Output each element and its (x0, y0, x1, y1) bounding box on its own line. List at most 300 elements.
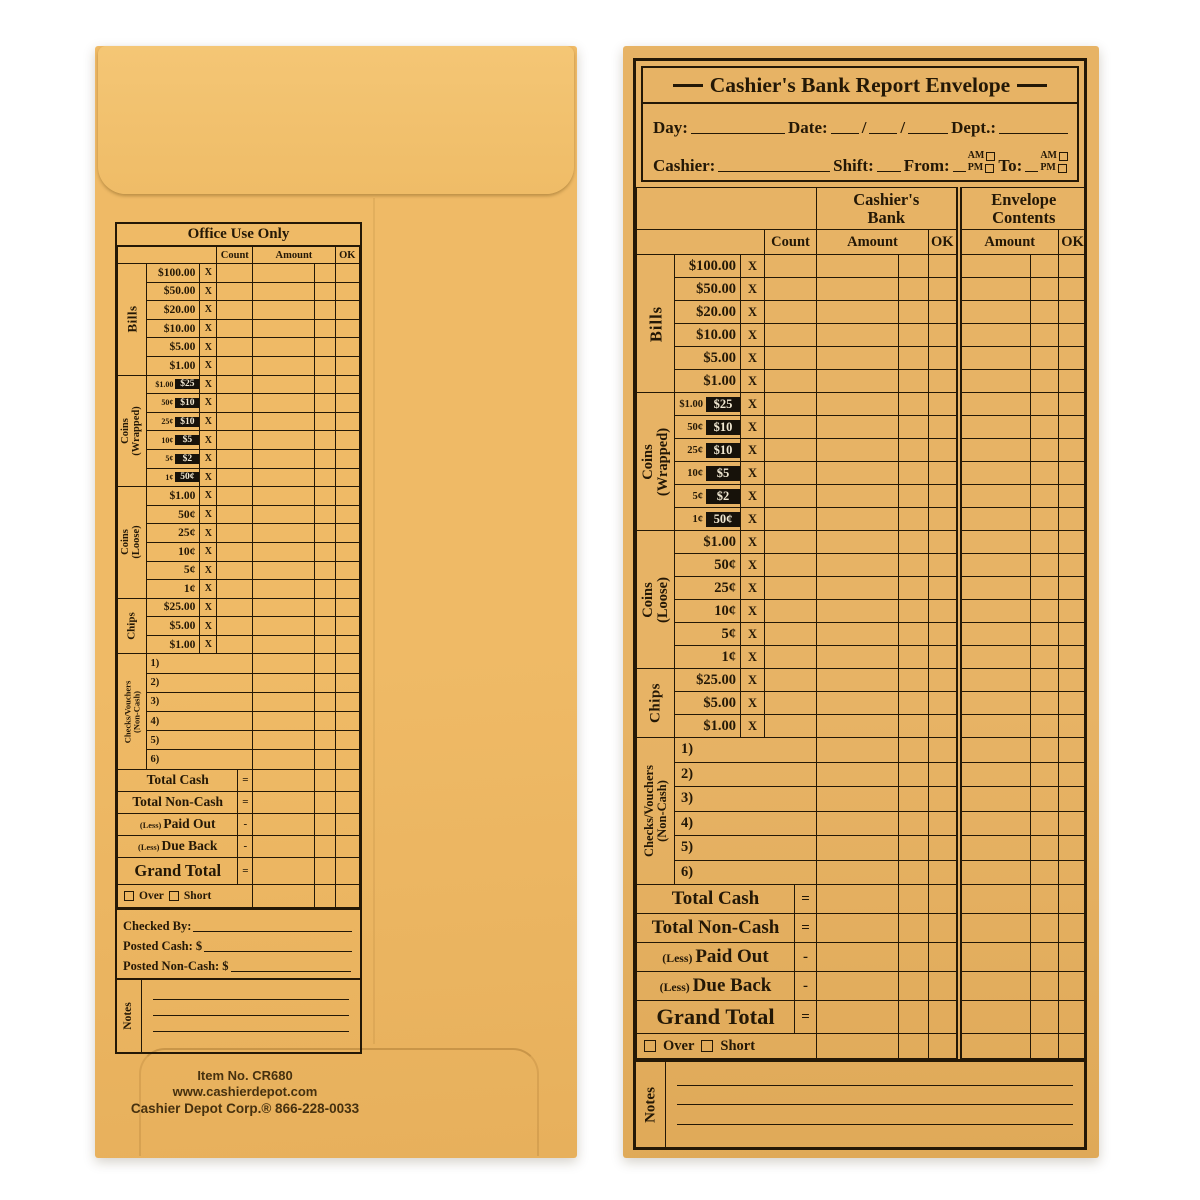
ok-entry-cell (335, 635, 359, 654)
amount-entry-cell (959, 885, 1031, 914)
total-label-text: Grand Total (656, 1004, 775, 1029)
section-label-text (641, 427, 671, 495)
grid-row (118, 247, 360, 264)
office-use-title: Office Use Only (117, 224, 360, 246)
amount-entry-cell (959, 485, 1031, 508)
grid-row (637, 255, 1087, 278)
amount-entry-cell (959, 646, 1031, 669)
notes-lines (142, 980, 360, 1052)
cents-entry-cell (899, 347, 929, 370)
amount-entry-cell (253, 692, 314, 711)
ok-entry-cell (335, 654, 359, 673)
ok-entry-cell (929, 508, 959, 531)
grid-row (118, 673, 360, 692)
cents-entry-cell (899, 787, 929, 812)
ok-entry-cell (1059, 692, 1087, 715)
denomination: 50¢ (146, 505, 200, 524)
ok-entry-cell (1059, 439, 1087, 462)
over-checkbox (644, 1040, 656, 1052)
roll-value-badge: $10 (706, 443, 740, 458)
ok-entry-cell (335, 449, 359, 468)
group-header-line: Envelope (991, 190, 1057, 210)
wrapped-denom (675, 397, 740, 412)
ok-header: OK (335, 247, 359, 264)
amount-entry-cell (253, 301, 314, 320)
amount-entry-cell (253, 750, 314, 769)
ok-entry-cell (335, 617, 359, 636)
amount-entry-cell (817, 692, 899, 715)
multiplier: X (741, 301, 765, 324)
ok-entry-cell (1059, 485, 1087, 508)
grid-row (118, 542, 360, 561)
cents-entry-cell (1031, 347, 1059, 370)
count-entry-cell (765, 278, 817, 301)
count-entry-cell (765, 301, 817, 324)
section-label-line: (Wrapped) (654, 427, 671, 496)
amount-entry-cell (959, 811, 1031, 836)
notes-line (153, 1015, 349, 1016)
to-label: To: (998, 156, 1023, 175)
cents-entry-cell (1031, 860, 1059, 885)
multiplier: X (741, 416, 765, 439)
cents-entry-cell (314, 338, 335, 357)
cents-entry-cell (899, 531, 929, 554)
ok-entry-cell (1059, 531, 1087, 554)
section-label-text (126, 612, 137, 640)
cents-entry-cell (1031, 278, 1059, 301)
amount-entry-cell (253, 524, 314, 543)
ok-entry-cell (335, 835, 359, 857)
cents-entry-cell (899, 836, 929, 861)
date-line (831, 132, 859, 134)
multiplier: X (741, 600, 765, 623)
grid-row (118, 835, 360, 857)
ok-entry-cell (929, 462, 959, 485)
denomination-label: 1¢ (165, 472, 174, 482)
ok-entry-cell (929, 972, 959, 1001)
total-label (118, 857, 238, 884)
operator-sign: - (795, 943, 817, 972)
ok-entry-cell (929, 885, 959, 914)
denomination-label: 50¢ (161, 398, 174, 408)
cents-entry-cell (1031, 1034, 1059, 1059)
grid-row (637, 439, 1087, 462)
cents-entry-cell (899, 1034, 929, 1059)
ok-entry-cell (1059, 324, 1087, 347)
to-line (1025, 170, 1038, 172)
cents-entry-cell (899, 738, 929, 763)
denomination (675, 485, 741, 508)
amount-entry-cell (959, 278, 1031, 301)
over-short-cell (637, 1034, 817, 1059)
ok-entry-cell (1059, 393, 1087, 416)
ok-entry-cell (1059, 370, 1087, 393)
roll-value-badge: $5 (706, 466, 740, 481)
ok-entry-cell (335, 394, 359, 413)
ok-entry-cell (929, 1034, 959, 1059)
total-label-text: Due Back (692, 975, 772, 996)
less-label: (Less) (139, 821, 164, 831)
amount-entry-cell (959, 692, 1031, 715)
roll-value-badge: 50¢ (706, 512, 740, 527)
cents-entry-cell (899, 885, 929, 914)
ok-entry-cell (929, 416, 959, 439)
grid-row (118, 791, 360, 813)
office-use-form (115, 222, 362, 1054)
cents-entry-cell (1031, 885, 1059, 914)
amount-entry-cell (253, 282, 314, 301)
cents-entry-cell (314, 319, 335, 338)
total-label-text: Total Non-Cash (132, 794, 224, 810)
section-label-coins-wrapped (118, 375, 147, 487)
section-label-text (647, 305, 664, 341)
cents-entry-cell (899, 1001, 929, 1034)
section-label-line: (Loose) (654, 576, 671, 623)
section-label-coins-loose (118, 487, 147, 599)
website: www.cashierdepot.com (172, 1084, 318, 1100)
total-label-text: Paid Out (163, 816, 216, 832)
cents-entry-cell (314, 692, 335, 711)
cents-entry-cell (1031, 646, 1059, 669)
amount-header: Amount (959, 230, 1059, 255)
multiplier: X (741, 577, 765, 600)
operator-sign: = (795, 1001, 817, 1034)
wrapped-denom (675, 512, 740, 527)
amount-entry-cell (253, 884, 314, 907)
amount-entry-cell (817, 1034, 899, 1059)
count-entry-cell (765, 324, 817, 347)
total-label (118, 813, 238, 835)
multiplier: X (200, 487, 217, 506)
ok-entry-cell (1059, 347, 1087, 370)
ok-entry-cell (335, 264, 359, 283)
ok-entry-cell (335, 356, 359, 375)
count-entry-cell (217, 524, 253, 543)
ok-entry-cell (335, 301, 359, 320)
section-label-line: Coins (639, 581, 656, 618)
amount-entry-cell (253, 542, 314, 561)
ok-entry-cell (1059, 914, 1087, 943)
wrapped-denom (147, 454, 200, 464)
less-label: (Less) (659, 981, 693, 994)
grid-row (118, 338, 360, 357)
corner-cell (637, 188, 817, 230)
cents-entry-cell (899, 485, 929, 508)
denomination-label: $1.00 (155, 379, 174, 389)
ok-entry-cell (929, 577, 959, 600)
cents-entry-cell (314, 524, 335, 543)
cents-entry-cell (899, 439, 929, 462)
amount-entry-cell (253, 617, 314, 636)
notes-label-cell (117, 980, 142, 1052)
count-entry-cell (217, 580, 253, 599)
operator-sign: = (795, 885, 817, 914)
ok-entry-cell (335, 731, 359, 750)
am-label: AM (1040, 150, 1057, 161)
grid-row (118, 505, 360, 524)
operator-sign: = (238, 857, 253, 884)
amount-entry-cell (959, 836, 1031, 861)
count-entry-cell (217, 617, 253, 636)
multiplier: X (200, 264, 217, 283)
amount-entry-cell (253, 673, 314, 692)
notes-lines (666, 1062, 1084, 1147)
count-entry-cell (765, 485, 817, 508)
ok-entry-cell (929, 278, 959, 301)
notes-section (117, 978, 360, 1052)
grid-row (637, 600, 1087, 623)
amount-entry-cell (817, 811, 899, 836)
amount-entry-cell (959, 600, 1031, 623)
denomination: $50.00 (675, 278, 741, 301)
amount-entry-cell (253, 835, 314, 857)
amount-entry-cell (253, 468, 314, 487)
count-header: Count (765, 230, 817, 255)
ok-entry-cell (1059, 972, 1087, 1001)
cents-entry-cell (899, 623, 929, 646)
amount-entry-cell (253, 319, 314, 338)
section-label-text (121, 406, 143, 455)
group-header-line: Bank (867, 207, 906, 227)
operator-sign: = (238, 769, 253, 791)
ok-entry-cell (929, 836, 959, 861)
denomination: $20.00 (675, 301, 741, 324)
amount-entry-cell (253, 356, 314, 375)
cents-entry-cell (899, 692, 929, 715)
amount-entry-cell (817, 885, 899, 914)
roll-value-badge: 50¢ (175, 472, 199, 482)
grid-row (118, 769, 360, 791)
count-header: Count (217, 247, 253, 264)
ok-entry-cell (929, 347, 959, 370)
multiplier: X (200, 319, 217, 338)
amount-entry-cell (959, 255, 1031, 278)
cents-entry-cell (1031, 485, 1059, 508)
grid-row (637, 972, 1087, 1001)
operator-sign: - (795, 972, 817, 1001)
wrapped-denom (147, 398, 200, 408)
grid-row (118, 301, 360, 320)
multiplier: X (741, 623, 765, 646)
total-label (118, 835, 238, 857)
total-label-text: Due Back (161, 838, 218, 854)
denomination-label: 5¢ (165, 454, 174, 464)
total-label-text: Grand Total (134, 860, 222, 880)
ok-entry-cell (929, 301, 959, 324)
notes-label: Notes (641, 1086, 658, 1123)
grid-row (118, 431, 360, 450)
operator-sign: = (238, 791, 253, 813)
grid-row (637, 531, 1087, 554)
multiplier: X (741, 255, 765, 278)
over-label: Over (139, 889, 164, 902)
section-label-line: Checks/Vouchers (641, 765, 656, 857)
amount-entry-cell (817, 439, 899, 462)
multiplier: X (200, 542, 217, 561)
corner-cell (118, 247, 217, 264)
roll-value-badge: $2 (175, 454, 199, 464)
multiplier: X (741, 531, 765, 554)
cents-entry-cell (314, 431, 335, 450)
cents-entry-cell (899, 370, 929, 393)
grid-row (637, 188, 1087, 230)
cents-entry-cell (1031, 416, 1059, 439)
check-line: 3) (146, 692, 253, 711)
checked-by-line (193, 930, 352, 932)
grid-row (637, 577, 1087, 600)
amount-entry-cell (253, 394, 314, 413)
ok-entry-cell (929, 943, 959, 972)
count-entry-cell (765, 255, 817, 278)
posted-cash-label: Posted Cash: $ (123, 939, 203, 954)
count-entry-cell (765, 416, 817, 439)
check-line: 6) (146, 750, 253, 769)
cents-entry-cell (314, 673, 335, 692)
section-label-text (643, 765, 669, 857)
cents-entry-cell (1031, 715, 1059, 738)
denomination (146, 449, 200, 468)
cents-entry-cell (314, 375, 335, 394)
denomination (146, 431, 200, 450)
grid-row (637, 370, 1087, 393)
section-label-chips (118, 598, 147, 654)
section-label-text (641, 577, 671, 623)
notes-section (636, 1059, 1084, 1147)
roll-value-badge: $2 (706, 489, 740, 504)
section-label-line: (Loose) (130, 525, 142, 560)
denomination: 25¢ (675, 577, 741, 600)
amount-entry-cell (959, 669, 1031, 692)
amount-entry-cell (817, 485, 899, 508)
denomination: $1.00 (675, 715, 741, 738)
envelope-top-flap (98, 46, 574, 194)
over-short-row (120, 890, 250, 902)
ok-entry-cell (929, 255, 959, 278)
ok-entry-cell (929, 692, 959, 715)
cents-entry-cell (314, 750, 335, 769)
ok-entry-cell (335, 468, 359, 487)
grid-row (118, 356, 360, 375)
ok-entry-cell (1059, 762, 1087, 787)
amount-entry-cell (817, 347, 899, 370)
cents-entry-cell (1031, 255, 1059, 278)
cents-entry-cell (314, 449, 335, 468)
ok-entry-cell (335, 750, 359, 769)
ok-entry-cell (335, 769, 359, 791)
grid-row (118, 449, 360, 468)
count-entry-cell (217, 301, 253, 320)
amount-entry-cell (817, 972, 899, 1001)
group-header-cashiers-bank (817, 188, 959, 230)
amount-entry-cell (253, 791, 314, 813)
amount-entry-cell (959, 577, 1031, 600)
ok-entry-cell (929, 531, 959, 554)
amount-entry-cell (959, 738, 1031, 763)
amount-entry-cell (817, 600, 899, 623)
title-dash-left (673, 84, 703, 87)
multiplier: X (200, 561, 217, 580)
cents-entry-cell (899, 669, 929, 692)
grid-row (637, 416, 1087, 439)
count-entry-cell (765, 577, 817, 600)
count-entry-cell (765, 715, 817, 738)
check-line: 5) (675, 836, 817, 861)
cents-entry-cell (1031, 811, 1059, 836)
total-label (637, 885, 795, 914)
grid-row (637, 860, 1087, 885)
notes-line (153, 1031, 349, 1032)
ok-entry-cell (929, 715, 959, 738)
cents-entry-cell (1031, 324, 1059, 347)
roll-value-badge: $25 (175, 379, 199, 389)
ok-entry-cell (335, 561, 359, 580)
multiplier: X (200, 598, 217, 617)
cents-entry-cell (899, 393, 929, 416)
ok-entry-cell (929, 324, 959, 347)
cents-entry-cell (899, 914, 929, 943)
ok-entry-cell (335, 524, 359, 543)
amount-entry-cell (253, 654, 314, 673)
amount-entry-cell (253, 264, 314, 283)
count-entry-cell (217, 431, 253, 450)
posted-non-cash-row (123, 953, 354, 973)
ok-entry-cell (335, 282, 359, 301)
count-entry-cell (217, 598, 253, 617)
check-line: 5) (146, 731, 253, 750)
denomination (146, 468, 200, 487)
count-entry-cell (217, 264, 253, 283)
multiplier: X (200, 412, 217, 431)
cents-entry-cell (1031, 554, 1059, 577)
grid-row (118, 617, 360, 636)
grid-row (118, 487, 360, 506)
multiplier: X (200, 468, 217, 487)
total-label (637, 943, 795, 972)
office-use-grid (117, 246, 360, 908)
ok-entry-cell (1059, 1001, 1087, 1034)
denomination: $50.00 (146, 282, 200, 301)
section-label-coins-wrapped (637, 393, 675, 531)
cents-entry-cell (314, 769, 335, 791)
ok-entry-cell (929, 811, 959, 836)
denomination: $1.00 (146, 487, 200, 506)
over-short-row (639, 1038, 814, 1055)
cents-entry-cell (1031, 692, 1059, 715)
amount-entry-cell (253, 449, 314, 468)
denomination (675, 416, 741, 439)
count-entry-cell (217, 449, 253, 468)
section-label-line: Bills (646, 305, 666, 342)
bank-report-grid (636, 187, 1087, 1059)
grid-row (637, 508, 1087, 531)
section-label-text (648, 683, 663, 723)
ok-entry-cell (1059, 278, 1087, 301)
cents-entry-cell (314, 635, 335, 654)
envelope-front (623, 46, 1099, 1158)
ok-entry-cell (929, 738, 959, 763)
section-label-text (121, 526, 143, 559)
ok-entry-cell (1059, 646, 1087, 669)
amount-entry-cell (253, 731, 314, 750)
count-entry-cell (765, 600, 817, 623)
section-label-chips (637, 669, 675, 738)
from-ampm (968, 150, 996, 174)
ok-entry-cell (335, 431, 359, 450)
grid-row (637, 836, 1087, 861)
count-entry-cell (217, 375, 253, 394)
amount-entry-cell (959, 324, 1031, 347)
multiplier: X (741, 485, 765, 508)
